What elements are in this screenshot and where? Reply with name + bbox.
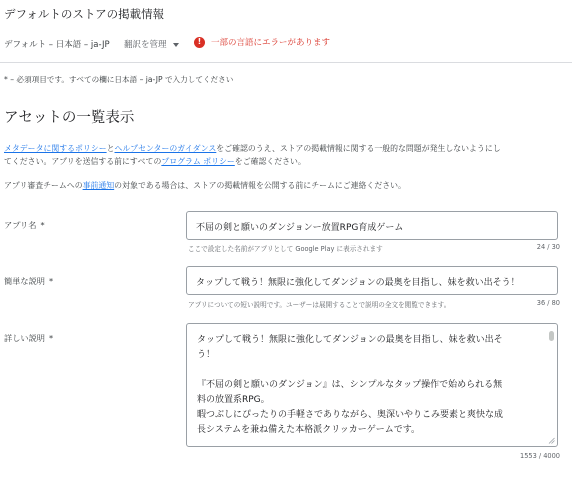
policy-guidance-text: メタデータに関するポリシーとヘルプセンターのガイダンスをご確認のうえ、ストアの掲載情報に関する一般的な問題が発生しないようにし てください。アプリを送信する前にすべてのプログラム ポリシーをご確認ください。 [4,144,501,166]
textarea-scrollbar[interactable] [549,331,554,341]
app-name-label: アプリ名 * [4,220,45,230]
error-icon: ! [194,37,205,48]
section-heading: アセットの一覧表示 [4,110,135,126]
page-title: デフォルトのストアの掲載情報 [4,7,165,21]
program-policy-link[interactable]: プログラム ポリシー [161,157,235,166]
required-fields-note: * – 必須項目です。すべての欄に日本語 – ja-JP で入力してください [4,75,234,84]
header-divider [0,62,572,63]
short-description-label: 簡単な説明 * [4,276,54,286]
full-description-textarea[interactable]: タップして戦う！無限に強化してダンジョンの最奥を目指し、妹を救い出そ う！ 『不屈の剣と願いのダンジョン』は、シンプルなタップ操作で始められる無 料の放置系RPG。 暇つぶしにぴったりの手軽さでありながら、奥深いやりこみ要素と爽快な成 長システムを兼ね備えた本格派クリッカーゲームです。 [186,323,558,447]
app-name-input[interactable]: 不屈の剣と願いのダンジョンー放置RPG育成ゲーム [186,211,558,240]
advance-notice-link[interactable]: 事前通知 [82,181,115,190]
short-description-char-count: 36 / 80 [536,299,560,307]
metadata-policy-link[interactable]: メタデータに関するポリシー [4,144,107,153]
full-description-char-count: 1553 / 4000 [520,452,560,460]
help-center-link[interactable]: ヘルプセンターのガイダンス [114,144,217,153]
short-description-input[interactable]: タップして戦う！無限に強化してダンジョンの最奥を目指し、妹を救い出そう！ [186,266,558,295]
short-description-helper: アプリについての短い説明です。ユーザーは展開することで説明の全文を閲覧できます。 [188,301,451,309]
error-message: 一部の言語にエラーがあります [211,38,331,48]
full-description-label: 詳しい説明 * [4,333,54,343]
app-name-helper: ここで設定した名前がアプリとして Google Play に表示されます [188,245,383,253]
resize-handle-icon[interactable] [548,437,555,444]
app-name-char-count: 24 / 30 [536,243,560,251]
manage-translations-label: 翻訳を管理 [124,40,167,50]
review-team-notice-text: アプリ審査チームへの事前通知の対象である場合は、ストアの掲載情報を公開する前にチームにご連絡ください。 [4,181,406,190]
default-language-label: デフォルト – 日本語 – ja-JP [4,40,110,50]
language-error-alert[interactable] [194,36,330,48]
dropdown-caret-icon [173,43,179,47]
manage-translations-button[interactable] [124,38,179,50]
